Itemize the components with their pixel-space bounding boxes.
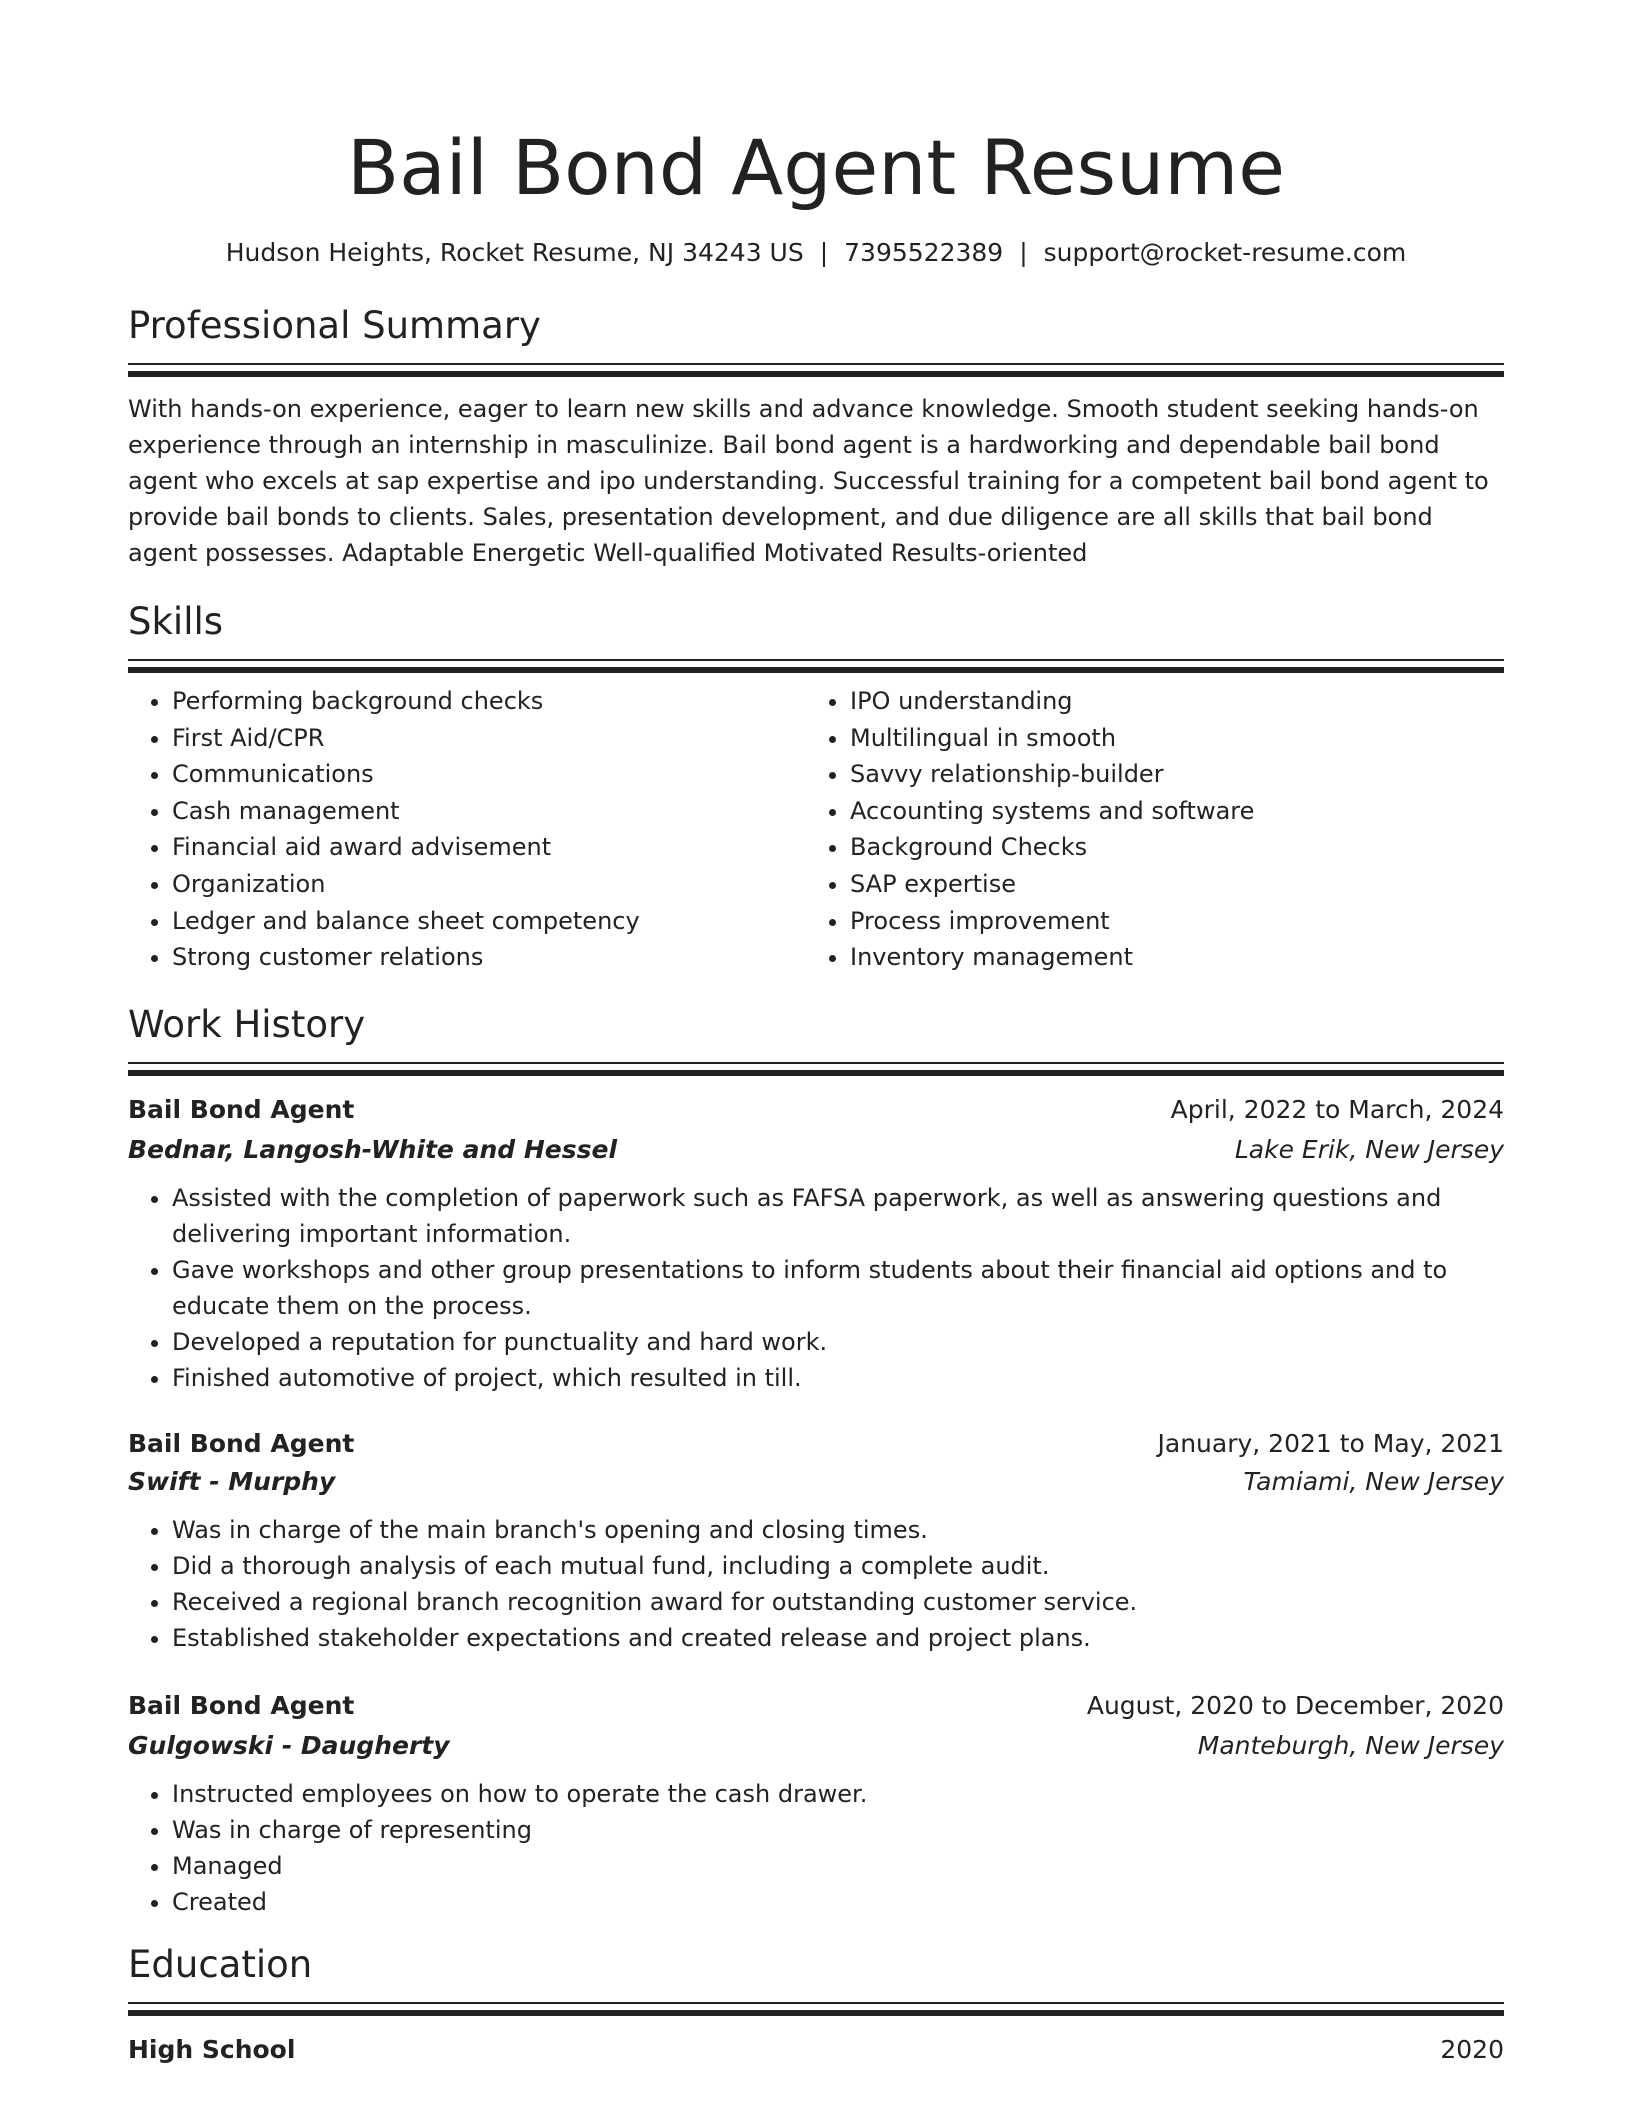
job-company: Gulgowski - Daugherty [128,1730,450,1760]
skills-list-left [128,683,806,976]
education-degree: High School [128,2034,296,2064]
job-bullet: • Did a thorough analysis of each mutual fund, including a complete audit. [172,1548,1504,1584]
job-bullet: • Instructed employees on how to operate the cash drawer. [172,1776,1504,1812]
job-entry [128,1092,1504,1396]
job-dates: August, 2020 to December, 2020 [1086,1690,1504,1720]
skill-item: • Cash management [172,793,806,830]
job-bullet: • Managed [172,1848,1504,1884]
skills-columns [128,683,1504,976]
section-divider [128,1062,1504,1076]
contact-address: Hudson Heights, Rocket Resume, NJ 34243 US [225,238,804,267]
skills-list-right [806,683,1484,976]
job-title: Bail Bond Agent [128,1428,355,1458]
job-bullet: • Received a regional branch recognition award for outstanding customer service. [172,1584,1504,1620]
job-bullet: • Assisted with the completion of paperwork such as FAFSA paperwork, as well as answering questions and delivering important information. [172,1180,1504,1252]
job-dates: April, 2022 to March, 2024 [1170,1094,1504,1124]
job-subheader [128,1132,1504,1168]
skill-item: • Inventory management [850,939,1484,976]
job-header [128,1092,1504,1128]
skill-item: • Multilingual in smooth [850,720,1484,757]
contact-separator: | [819,238,829,267]
contact-line [128,236,1504,270]
skill-item: • SAP expertise [850,866,1484,903]
section-divider [128,659,1504,673]
job-entry [128,1426,1504,1656]
skills-section [128,599,1504,976]
job-header [128,1426,1504,1462]
summary-heading: Professional Summary [128,304,541,347]
contact-separator: | [1019,238,1028,267]
job-dates: January, 2021 to May, 2021 [1157,1428,1504,1458]
job-bullets [128,1180,1504,1396]
summary-text: With hands-on experience, eager to learn new skills and advance knowledge. Smooth student seeking hands-on experience through an internship in masculinize. Bail bond agent is a hardworking and dependable bail bond agent who excels at sap expertise and ipo understanding. Successful training for a competent bail bond agent to provide bail bonds to clients. Sales, presentation development, and due diligence are all skills that bail bond agent possesses. Adaptable Energetic Well-qualified Motivated Results-oriented [128,395,1489,567]
contact-email: support@rocket-resume.com [1043,238,1407,267]
job-location: Manteburgh, New Jersey [1197,1730,1504,1760]
job-header [128,1688,1504,1724]
skill-item: • First Aid/CPR [172,720,806,757]
job-bullet: • Gave workshops and other group presentations to inform students about their financial aid options and to educate them on the process. [172,1252,1504,1324]
skill-item: • IPO understanding [850,683,1484,720]
job-title: Bail Bond Agent [128,1690,355,1720]
skills-heading: Skills [128,600,224,643]
job-location: Tamiami, New Jersey [1243,1466,1504,1496]
job-bullet: • Developed a reputation for punctuality and hard work. [172,1324,1504,1360]
skill-item: • Ledger and balance sheet competency [172,903,806,940]
job-subheader [128,1728,1504,1764]
skill-item: • Organization [172,866,806,903]
job-company: Swift - Murphy [128,1466,336,1496]
skill-item: • Process improvement [850,903,1484,940]
summary-section [128,303,1504,571]
work-heading: Work History [128,1002,366,1046]
job-location: Lake Erik, New Jersey [1234,1134,1504,1164]
skill-item: • Financial aid award advisement [172,829,806,866]
job-bullet: • Finished automotive of project, which resulted in till. [172,1360,1504,1396]
education-section [128,1942,1504,2068]
page-title: Bail Bond Agent Resume [346,123,1286,212]
job-subheader [128,1464,1504,1500]
resume-page [128,0,1504,2068]
job-bullet: • Was in charge of representing [172,1812,1504,1848]
work-section [128,1002,1504,1920]
job-bullet: • Created [172,1884,1504,1920]
job-bullet: • Was in charge of the main branch's opening and closing times. [172,1512,1504,1548]
job-bullets [128,1776,1504,1920]
job-company: Bednar, Langosh-White and Hessel [128,1134,618,1164]
contact-phone: 7395522389 [844,238,1004,267]
job-bullet: • Established stakeholder expectations and created release and project plans. [172,1620,1504,1656]
skill-item: • Accounting systems and software [850,793,1484,830]
education-entry [128,2032,1504,2068]
section-divider [128,363,1504,377]
education-heading: Education [128,1942,313,1986]
education-year: 2020 [1440,2034,1504,2064]
skill-item: • Strong customer relations [172,939,806,976]
job-entry [128,1688,1504,1920]
job-title: Bail Bond Agent [128,1094,355,1124]
job-bullets [128,1512,1504,1656]
skill-item: • Savvy relationship-builder [850,756,1484,793]
skill-item: • Communications [172,756,806,793]
skill-item: • Performing background checks [172,683,806,720]
section-divider [128,2002,1504,2016]
skill-item: • Background Checks [850,829,1484,866]
